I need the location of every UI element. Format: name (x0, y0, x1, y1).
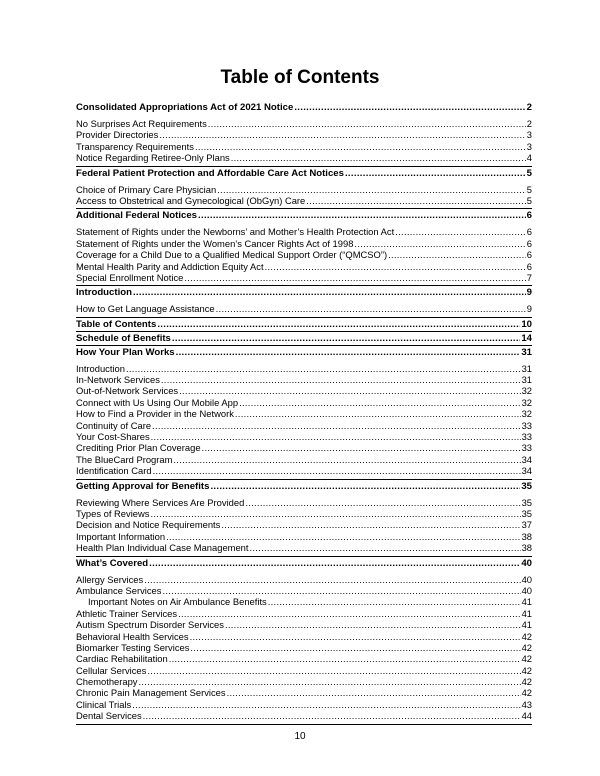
toc-entry-label: Statement of Rights under the Newborns’ and Mother’s Health Protection Act (76, 226, 395, 238)
dot-leader (231, 152, 526, 163)
toc-entry-label: Athletic Trainer Services (76, 607, 178, 619)
toc-entry[interactable] (76, 631, 532, 642)
toc-section (76, 209, 532, 286)
toc-entry-label: Important Information (76, 530, 166, 542)
toc-section-heading-page: 5 (526, 167, 532, 179)
toc-entry[interactable] (76, 374, 532, 385)
dot-leader (132, 699, 520, 710)
toc-entry-label: The BlueCard Program (76, 453, 173, 465)
toc-entry[interactable] (76, 665, 532, 676)
toc-entry-label: Chemotherapy (76, 676, 138, 688)
toc-entry-label: Continuity of Care (76, 419, 152, 431)
dot-leader (179, 385, 520, 396)
toc-entry[interactable] (76, 272, 532, 283)
toc-entry[interactable] (76, 129, 532, 140)
toc-entry[interactable] (76, 226, 532, 237)
toc-section-heading-label: Consolidated Appropriations Act of 2021 Notice (76, 102, 294, 113)
toc-entry[interactable] (76, 710, 532, 721)
toc-entry-page: 34 (521, 453, 532, 465)
toc-entry[interactable] (76, 497, 532, 508)
toc-section-heading-label: What’s Covered (76, 557, 149, 569)
dot-leader (268, 596, 521, 607)
dot-leader (190, 642, 520, 653)
dot-leader (139, 676, 521, 687)
dot-leader (157, 318, 520, 331)
toc-entry[interactable] (76, 699, 532, 710)
toc-section-heading-label: How Your Plan Works (76, 346, 175, 358)
toc-entries (76, 493, 532, 556)
dot-leader (306, 195, 526, 206)
toc-entry-label: Your Cost-Shares (76, 431, 150, 443)
toc-entry-page: 33 (521, 419, 532, 431)
toc-subentry-page: 41 (521, 596, 532, 608)
toc-entry-label: Reviewing Where Services Are Provided (76, 496, 245, 508)
toc-entry-page: 5 (526, 194, 532, 206)
toc-entry-label: Clinical Trials (76, 698, 132, 710)
toc-entry-page: 6 (526, 226, 532, 238)
toc-entry[interactable] (76, 519, 532, 530)
dot-leader (151, 431, 521, 442)
toc-entry-label: Allergy Services (76, 573, 144, 585)
dot-leader (178, 608, 520, 619)
toc-entry-label: Notice Regarding Retiree-Only Plans (76, 152, 230, 164)
dot-leader (265, 261, 526, 272)
toc-entry[interactable] (76, 195, 532, 206)
toc-entry[interactable] (76, 408, 532, 419)
toc-entry-label: Dental Services (76, 710, 142, 722)
toc-entry[interactable] (76, 508, 532, 519)
toc-entry-label: No Surprises Act Requirements (76, 118, 207, 129)
toc-entry-label: Provider Directories (76, 129, 159, 141)
toc-entry-page: 35 (521, 496, 532, 508)
dot-leader (159, 129, 525, 140)
toc-section-heading-page: 10 (521, 318, 532, 330)
toc-entry-page: 42 (521, 641, 532, 653)
toc-entry-label: Biomarker Testing Services (76, 641, 190, 653)
toc-entry[interactable] (76, 608, 532, 619)
dot-leader (161, 374, 521, 385)
toc-section-heading-label: Additional Federal Notices (76, 210, 198, 222)
toc-entry-label: Introduction (76, 362, 125, 374)
toc-section (76, 480, 532, 557)
toc-section-heading[interactable] (76, 318, 532, 331)
toc-section-heading-label: Federal Patient Protection and Affordable Care Act Notices (76, 167, 344, 179)
toc-entry-page: 35 (521, 507, 532, 519)
toc-section (76, 167, 532, 210)
toc-section-heading-label: Schedule of Benefits (76, 332, 171, 344)
toc-entry-label: Mental Health Parity and Addiction Equity Act (76, 260, 264, 272)
toc-entry[interactable] (76, 642, 532, 653)
toc-section-heading-label: Table of Contents (76, 318, 157, 330)
dot-leader (345, 167, 526, 180)
dot-leader (245, 497, 520, 508)
page-number: 10 (294, 731, 306, 742)
toc-entry[interactable] (76, 431, 532, 442)
toc-entry[interactable] (76, 420, 532, 431)
page-title: Table of Contents (220, 67, 380, 88)
toc-entry-page: 6 (526, 260, 532, 272)
table-of-contents (76, 101, 532, 725)
toc-section (76, 286, 532, 317)
toc-entries (76, 222, 532, 285)
toc-section (76, 557, 532, 725)
toc-entry[interactable] (76, 442, 532, 453)
toc-entry[interactable] (76, 454, 532, 465)
toc-entry[interactable] (76, 385, 532, 396)
dot-leader (208, 118, 526, 129)
toc-entry[interactable] (76, 619, 532, 630)
toc-entry[interactable] (76, 303, 532, 314)
toc-subentry-label: Important Notes on Air Ambulance Benefits (88, 596, 267, 608)
toc-entry-page: 6 (526, 249, 532, 261)
toc-section-heading[interactable] (76, 101, 532, 114)
toc-entries (76, 299, 532, 316)
toc-section-heading[interactable] (76, 167, 532, 180)
toc-section-heading-page: 31 (521, 346, 532, 358)
toc-entry-page: 42 (521, 630, 532, 642)
dot-leader (395, 226, 526, 237)
toc-entry-page: 34 (521, 465, 532, 477)
toc-entry-page: 40 (521, 573, 532, 585)
dot-leader (239, 397, 521, 408)
dot-leader (227, 687, 521, 698)
toc-entry-label: Coverage for a Child Due to a Qualified Medical Support Order (“QMCSO”) (76, 249, 388, 261)
toc-section-heading[interactable] (76, 286, 532, 299)
toc-entry-page: 32 (521, 396, 532, 408)
dot-leader (217, 184, 526, 195)
toc-entry-page: 3 (526, 129, 532, 141)
dot-leader (225, 619, 521, 630)
toc-entry-label: Decision and Notice Requirements (76, 519, 221, 531)
toc-entry-page: 33 (521, 442, 532, 454)
toc-entry-label: Identification Card (76, 465, 152, 477)
toc-entry[interactable] (76, 676, 532, 687)
dot-leader (126, 363, 521, 374)
toc-entry-page: 5 (526, 183, 532, 195)
toc-entry-label: Health Plan Individual Case Management (76, 542, 249, 554)
toc-entry-label: Special Enrollment Notice (76, 271, 184, 283)
toc-entry[interactable] (76, 141, 532, 152)
toc-entry[interactable] (76, 152, 532, 163)
toc-section-heading[interactable] (76, 209, 532, 222)
toc-entries (76, 180, 532, 209)
toc-section-heading[interactable] (76, 332, 532, 345)
toc-entries (76, 359, 532, 479)
toc-entry-page: 2 (526, 118, 532, 129)
toc-entry-label: Types of Reviews (76, 507, 150, 519)
toc-entry-label: Connect with Us Using Our Mobile App (76, 396, 239, 408)
dot-leader (143, 710, 521, 721)
dot-leader (176, 346, 521, 359)
dot-leader (388, 249, 526, 260)
dot-leader (173, 454, 520, 465)
toc-section (76, 318, 532, 332)
dot-leader (221, 519, 520, 530)
toc-entry-label: Choice of Primary Care Physician (76, 183, 217, 195)
dot-leader (190, 631, 521, 642)
toc-section-heading-page: 2 (526, 102, 532, 113)
toc-entry[interactable] (76, 118, 532, 129)
dot-leader (235, 408, 521, 419)
dot-leader (152, 420, 521, 431)
toc-entry-page: 32 (521, 385, 532, 397)
toc-entry-page: 31 (521, 374, 532, 386)
toc-entry-label: Autism Spectrum Disorder Services (76, 619, 224, 631)
toc-entry-label: How to Get Language Assistance (76, 303, 215, 315)
toc-entry[interactable] (76, 363, 532, 374)
dot-leader (147, 665, 520, 676)
dot-leader (153, 465, 521, 476)
dot-leader (169, 653, 521, 664)
toc-section-heading[interactable] (76, 346, 532, 359)
dot-leader (133, 286, 526, 299)
dot-leader (195, 141, 526, 152)
toc-section (76, 346, 532, 480)
toc-entry-page: 7 (526, 271, 532, 283)
toc-entry-page: 41 (521, 607, 532, 619)
toc-entries (76, 570, 532, 724)
toc-section-heading-page: 40 (521, 557, 532, 569)
toc-entry-page: 42 (521, 676, 532, 688)
toc-entry-page: 44 (521, 710, 532, 722)
toc-section-heading[interactable] (76, 480, 532, 493)
toc-section-heading[interactable] (76, 557, 532, 570)
toc-entry-label: Crediting Prior Plan Coverage (76, 442, 201, 454)
toc-entry-label: How to Find a Provider in the Network (76, 408, 234, 420)
toc-entry[interactable] (76, 542, 532, 553)
toc-entry-page: 33 (521, 431, 532, 443)
toc-entry-page: 6 (526, 237, 532, 249)
toc-entry-label: Ambulance Services (76, 584, 162, 596)
toc-entry-label: Statement of Rights under the Women’s Cancer Rights Act of 1998 (76, 237, 354, 249)
toc-entry[interactable] (76, 574, 532, 585)
toc-entry[interactable] (76, 465, 532, 476)
dot-leader (172, 332, 520, 345)
dot-leader (149, 557, 520, 570)
toc-entry-page: 9 (526, 303, 532, 315)
dot-leader (294, 101, 525, 114)
toc-entry-page: 37 (521, 519, 532, 531)
toc-entry-page: 42 (521, 664, 532, 676)
dot-leader (144, 574, 520, 585)
toc-entry-label: Access to Obstetrical and Gynecological (ObGyn) Care (76, 194, 306, 206)
toc-entry[interactable] (76, 585, 532, 596)
toc-entry-label: Out-of-Network Services (76, 385, 179, 397)
toc-entry-page: 40 (521, 584, 532, 596)
toc-section-heading-label: Introduction (76, 287, 132, 299)
toc-entry-page: 38 (521, 530, 532, 542)
toc-entry-label: Cardiac Rehabilitation (76, 653, 168, 665)
toc-entry[interactable] (76, 397, 532, 408)
toc-entry-label: In-Network Services (76, 374, 160, 386)
toc-subentry[interactable] (76, 596, 532, 607)
toc-section (76, 101, 532, 167)
toc-entry-page: 43 (521, 698, 532, 710)
dot-leader (202, 442, 521, 453)
dot-leader (354, 238, 525, 249)
toc-entry[interactable] (76, 653, 532, 664)
dot-leader (162, 585, 520, 596)
toc-entry-page: 31 (521, 362, 532, 374)
dot-leader (216, 303, 526, 314)
toc-entry[interactable] (76, 238, 532, 249)
toc-section-heading-label: Getting Approval for Benefits (76, 480, 210, 492)
toc-entry[interactable] (76, 249, 532, 260)
toc-entry-page: 38 (521, 542, 532, 554)
dot-leader (184, 272, 525, 283)
dot-leader (150, 508, 520, 519)
toc-section (76, 332, 532, 346)
toc-section-heading-page: 35 (521, 480, 532, 492)
toc-entry-label: Cellular Services (76, 664, 147, 676)
toc-entry-page: 32 (521, 408, 532, 420)
toc-entry-page: 4 (526, 152, 532, 164)
toc-entries (76, 114, 532, 166)
toc-entry[interactable] (76, 261, 532, 272)
dot-leader (198, 209, 526, 222)
toc-section-heading-page: 14 (521, 332, 532, 344)
dot-leader (250, 542, 521, 553)
toc-section-heading-page: 9 (526, 287, 532, 299)
toc-entry-label: Behavioral Health Services (76, 630, 189, 642)
toc-entry-label: Transparency Requirements (76, 140, 194, 152)
toc-entry-page: 42 (521, 653, 532, 665)
toc-section-heading-page: 6 (526, 210, 532, 222)
toc-entry-page: 41 (521, 619, 532, 631)
dot-leader (166, 531, 520, 542)
toc-entry[interactable] (76, 184, 532, 195)
toc-entry-page: 42 (521, 687, 532, 699)
dot-leader (210, 480, 520, 493)
toc-entry-page: 3 (526, 140, 532, 152)
toc-entry[interactable] (76, 531, 532, 542)
toc-entry-label: Chronic Pain Management Services (76, 687, 226, 699)
toc-entry[interactable] (76, 687, 532, 698)
